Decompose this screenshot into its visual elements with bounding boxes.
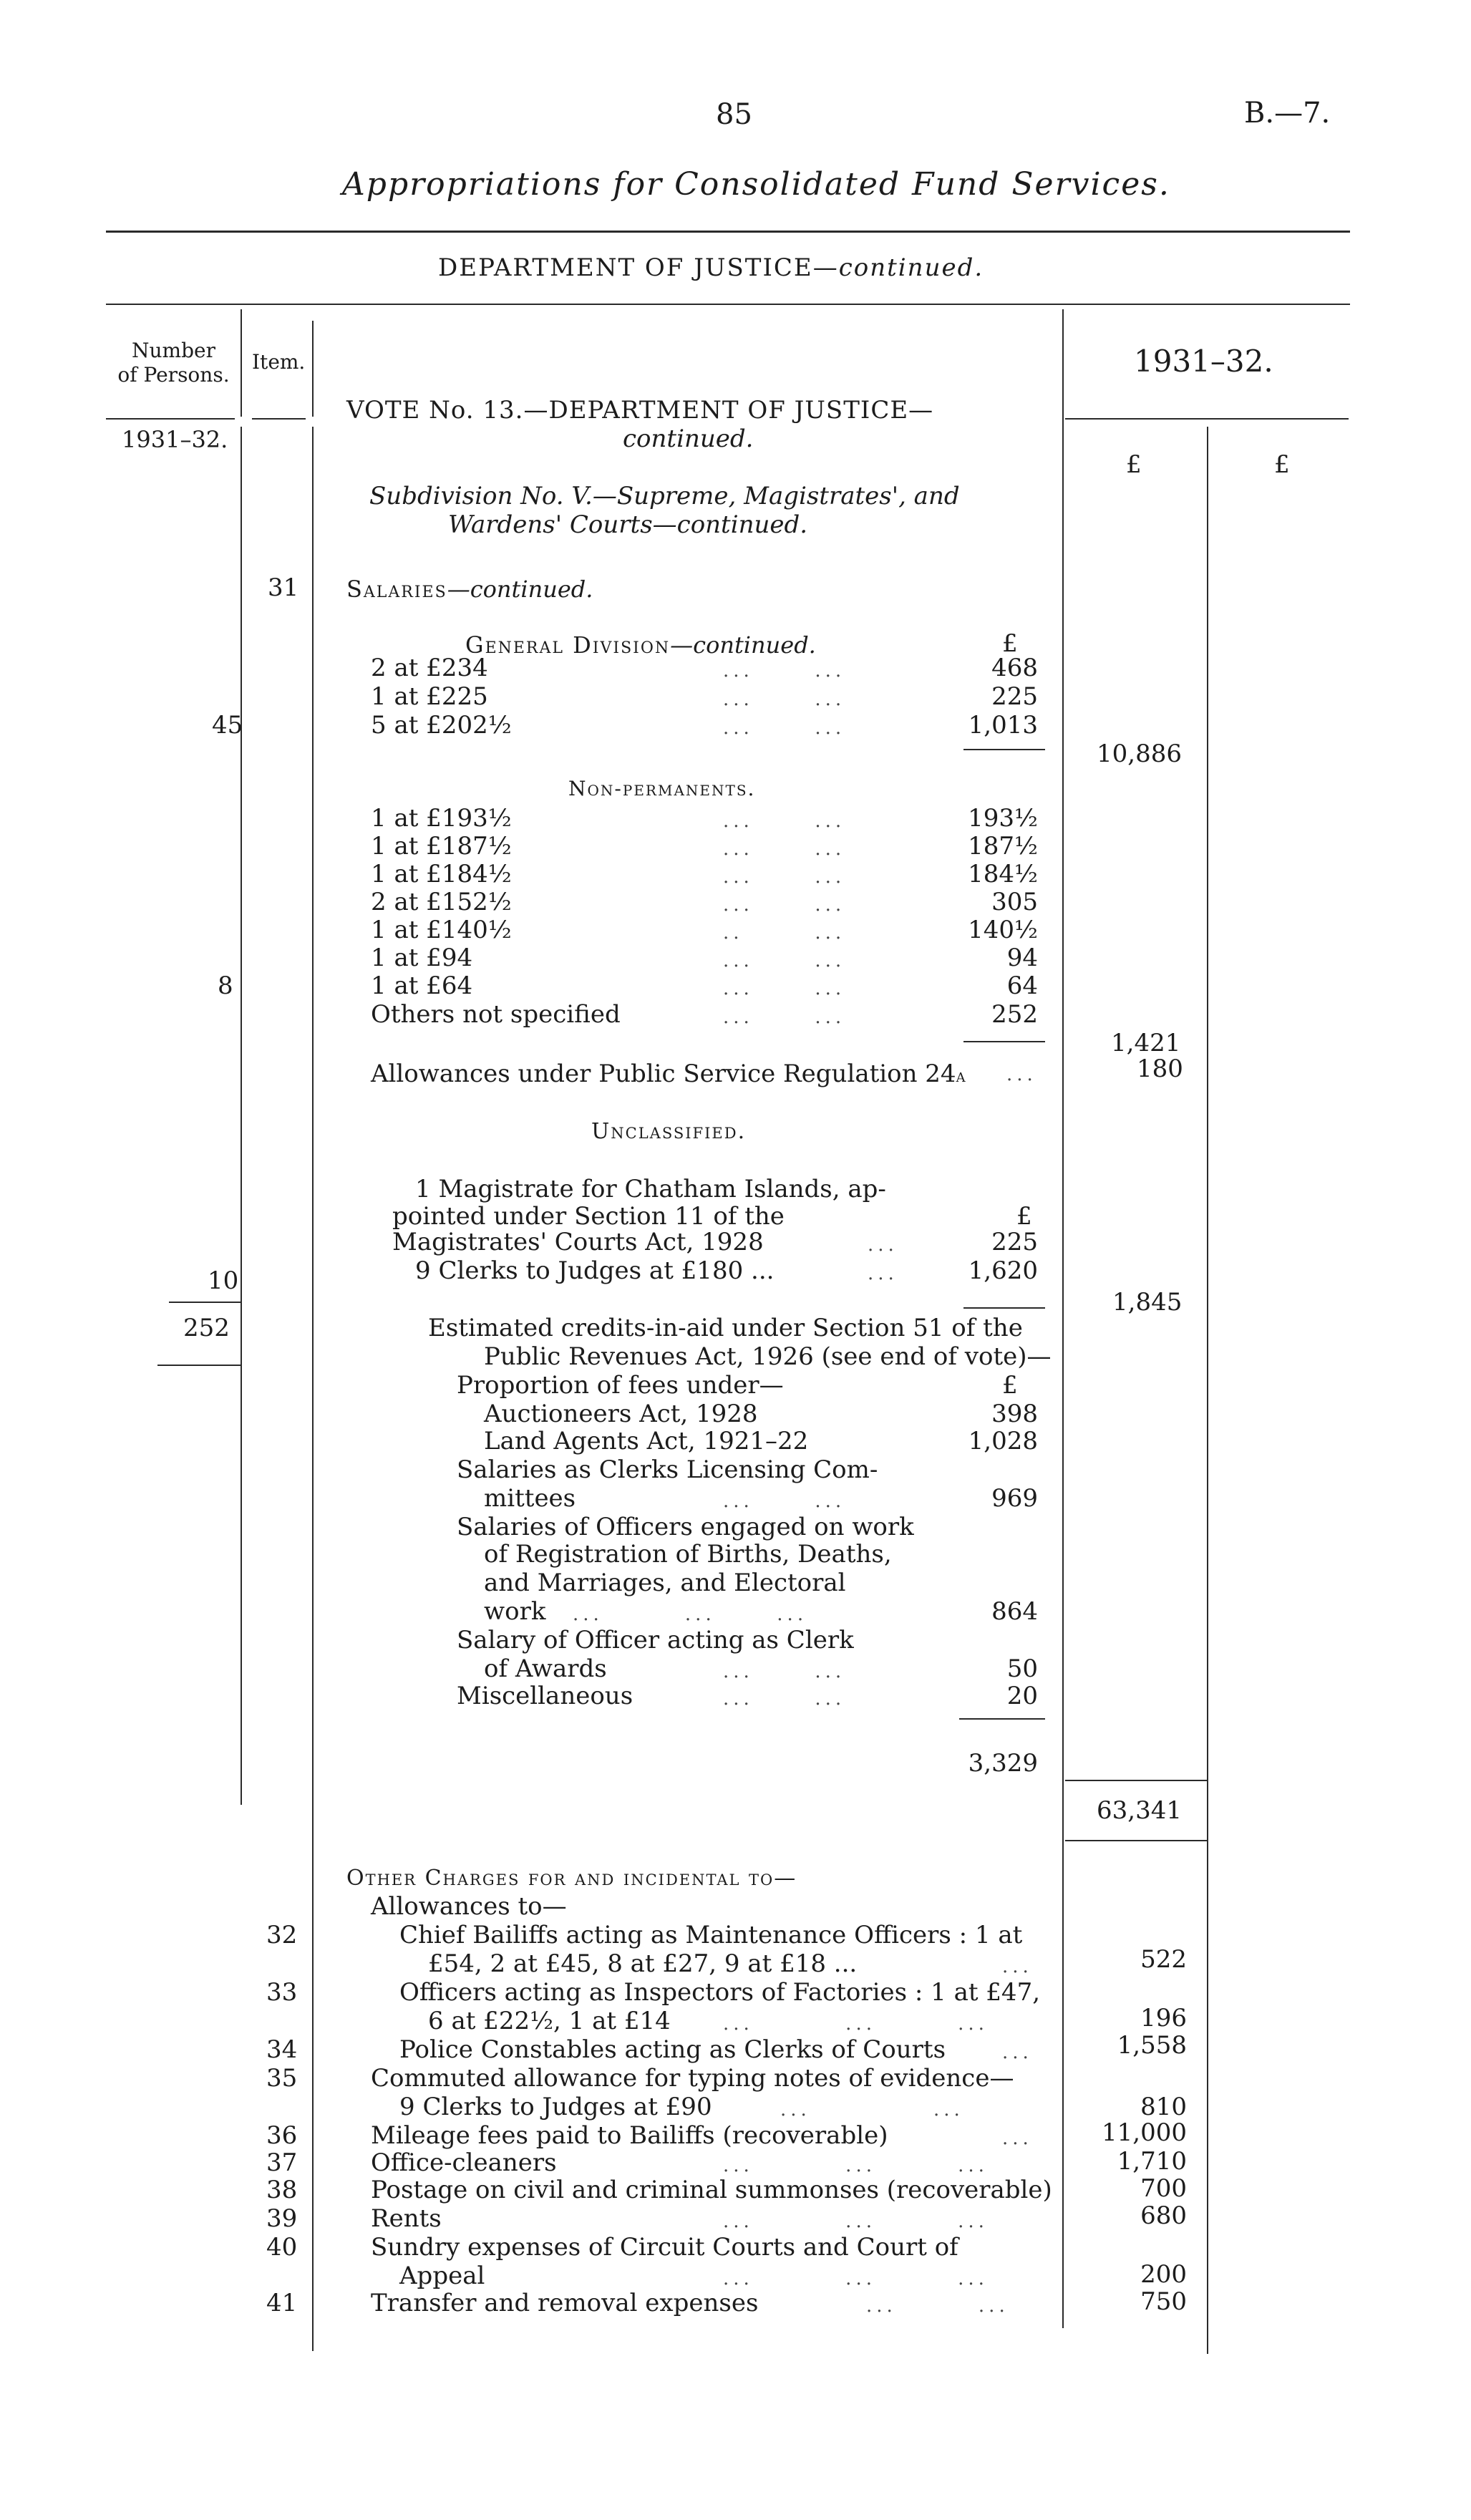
persons-header-line1: Number	[132, 339, 215, 362]
leader-dots: ... ...	[780, 2099, 964, 2121]
registration-line3: and Marriages, and Electoral	[484, 1569, 846, 1597]
non-perm-row-amount: 184½	[968, 860, 1038, 888]
persons-total-underline	[157, 1365, 241, 1366]
magistrate-pound-sign: £	[1016, 1202, 1032, 1231]
leader-dots: ...	[1002, 2042, 1033, 2063]
salaries-heading: Salaries—continued.	[346, 576, 593, 603]
leader-dots: ... ...	[723, 866, 846, 888]
unclassified-total: 1,845	[1112, 1288, 1183, 1317]
item-number: 40	[266, 2233, 298, 2262]
other-item-line2: 9 Clerks to Judges at £90	[399, 2093, 712, 2121]
leader-dots: ... ... ...	[723, 2268, 989, 2289]
other-item-line1: Rents	[371, 2204, 442, 2233]
registration-amount: 864	[991, 1597, 1038, 1626]
other-item-line1: Office-cleaners	[371, 2148, 557, 2177]
general-subtotal-rule	[963, 749, 1045, 750]
awards-amount: 50	[1006, 1654, 1038, 1683]
general-division-heading: General Division—continued.	[465, 631, 816, 659]
leader-dots: ... ...	[866, 2295, 1009, 2317]
item-number: 39	[266, 2204, 298, 2233]
document-reference: B.—7.	[1244, 97, 1331, 130]
registration-line4: work	[484, 1597, 546, 1626]
leader-dots: ... ...	[723, 717, 846, 739]
other-item-line1: Commuted allowance for typing notes of evidence—	[371, 2064, 1014, 2093]
non-perm-persons: 8	[218, 971, 233, 1000]
awards-line2: of Awards	[484, 1654, 607, 1683]
unclassified-subtotal-rule	[963, 1307, 1045, 1309]
non-perm-row-amount: 305	[991, 888, 1038, 916]
leader-dots: ... ...	[723, 1661, 846, 1682]
leader-dots: ... ... ...	[573, 1604, 808, 1625]
non-perm-row-label: 1 at £187½	[371, 832, 512, 861]
leader-dots: ... ...	[723, 1688, 846, 1710]
pound-sign-col2: £	[1274, 450, 1290, 479]
other-item-amount: 196	[1140, 2004, 1187, 2032]
credits-total: 3,329	[968, 1749, 1038, 1778]
title-rule	[106, 231, 1350, 233]
non-perm-row-amount: 252	[991, 1000, 1038, 1029]
allowances-regulation: Allowances under Public Service Regulation 24a	[371, 1060, 967, 1088]
vote-title: VOTE No. 13.—DEPARTMENT OF JUSTICE—	[346, 396, 934, 425]
credits-subtotal-rule	[959, 1718, 1045, 1720]
non-perm-row-label: 2 at £152½	[371, 888, 512, 916]
leader-dots: ... ...	[723, 1007, 846, 1028]
unclassified-heading: Unclassified.	[591, 1119, 747, 1144]
leader-dots: ... ... ...	[723, 2013, 989, 2035]
general-row-label: 2 at £234	[371, 654, 488, 682]
licensing-amount: 969	[991, 1484, 1038, 1513]
leader-dots: ...	[1002, 1956, 1033, 1977]
other-item-amount: 11,000	[1102, 2118, 1187, 2147]
leader-dots: ... ... ...	[723, 2155, 989, 2176]
general-row-amount: 225	[991, 682, 1038, 711]
persons-total: 252	[183, 1314, 230, 1342]
leader-dots: ...	[1006, 1064, 1037, 1085]
other-item-amount: 750	[1140, 2287, 1187, 2316]
clerks-to-judges: 9 Clerks to Judges at £180 ...	[415, 1256, 775, 1285]
non-perm-row-label: 1 at £64	[371, 971, 473, 1000]
header-rule	[106, 304, 1350, 305]
amount-col-rule	[1062, 309, 1064, 2328]
other-item-line2: 6 at £22½, 1 at £14	[428, 2007, 671, 2035]
non-perm-row-amount: 187½	[968, 832, 1038, 861]
allowances-amount: 180	[1137, 1055, 1183, 1083]
item-number: 34	[266, 2035, 298, 2064]
non-perm-row-label: Others not specified	[371, 1000, 621, 1029]
land-agents-act: Land Agents Act, 1921–22	[484, 1427, 809, 1455]
magistrate-line3: Magistrates' Courts Act, 1928	[392, 1228, 764, 1256]
other-item-line1: Mileage fees paid to Bailiffs (recoverable)	[371, 2121, 888, 2150]
unclassified-persons: 10	[208, 1266, 239, 1295]
licensing-line2: mittees	[484, 1484, 576, 1513]
grand-total: 63,341	[1097, 1796, 1182, 1825]
other-item-line1: Postage on civil and criminal summonses (recoverable)	[371, 2176, 1052, 2204]
leader-dots: ... ...	[723, 810, 846, 832]
amount-header-rule	[1065, 418, 1349, 420]
other-item-amount: 522	[1140, 1945, 1187, 1974]
non-perm-row-amount: 64	[1006, 971, 1038, 1000]
other-charges-heading: Other Charges for and incidental to—	[346, 1866, 796, 1891]
other-item-line1: Transfer and removal expenses	[371, 2289, 759, 2317]
other-item-line1: Officers acting as Inspectors of Factories : 1 at £47,	[399, 1978, 1041, 2007]
leader-dots: ... ...	[723, 838, 846, 860]
auctioneers-act: Auctioneers Act, 1928	[484, 1400, 758, 1428]
allowances-to-label: Allowances to—	[371, 1892, 567, 1921]
general-row-label: 1 at £225	[371, 682, 488, 711]
non-perm-row-label: 1 at £94	[371, 944, 473, 972]
year-header: 1931–32.	[1134, 344, 1273, 379]
auctioneers-amount: 398	[991, 1400, 1038, 1428]
non-perm-row-amount: 94	[1006, 944, 1038, 972]
item-col-rule-top	[312, 321, 314, 417]
leader-dots: ... ...	[723, 894, 846, 916]
other-item-amount: 1,558	[1117, 2031, 1187, 2060]
miscellaneous-amount: 20	[1006, 1682, 1038, 1710]
persons-header-line2: of Persons.	[117, 363, 230, 387]
credits-line1: Estimated credits-in-aid under Section 51 of the	[428, 1314, 1023, 1342]
miscellaneous-label: Miscellaneous	[457, 1682, 633, 1710]
general-pound-sign: £	[1002, 629, 1018, 658]
item-header: Item.	[252, 350, 306, 374]
registration-line2: of Registration of Births, Deaths,	[484, 1540, 892, 1569]
non-perm-row-amount: 193½	[968, 804, 1038, 833]
leader-dots: ...	[868, 1263, 898, 1284]
item-number: 36	[266, 2121, 298, 2150]
licensing-line1: Salaries as Clerks Licensing Com-	[457, 1455, 878, 1484]
other-item-line2: £54, 2 at £45, 8 at £27, 9 at £18 ...	[428, 1949, 858, 1978]
grand-total-rule-bottom	[1065, 1840, 1208, 1841]
leader-dots: ... ... ...	[723, 2211, 989, 2232]
other-item-amount: 810	[1140, 2093, 1187, 2121]
subdivision-line2: Wardens' Courts—continued.	[448, 510, 808, 539]
page-number: 85	[716, 98, 752, 131]
general-persons: 45	[212, 711, 243, 740]
land-agents-amount: 1,028	[968, 1427, 1038, 1455]
leader-dots: ...	[1002, 2128, 1033, 2149]
persons-col-rule-top	[241, 309, 242, 417]
leader-dots: ...	[868, 1234, 898, 1256]
subtotal-col-rule	[1207, 427, 1208, 2354]
item-number: 35	[266, 2064, 298, 2093]
other-item-amount: 700	[1140, 2174, 1187, 2203]
awards-line1: Salary of Officer acting as Clerk	[457, 1626, 854, 1654]
non-perm-row-amount: 140½	[968, 916, 1038, 944]
page-title: Appropriations for Consolidated Fund Services.	[342, 166, 1170, 203]
non-perm-row-label: 1 at £193½	[371, 804, 512, 833]
grand-total-rule-top	[1065, 1780, 1208, 1781]
leader-dots: ... ...	[723, 978, 846, 999]
item-31: 31	[268, 573, 299, 602]
non-perm-subtotal-rule	[963, 1041, 1045, 1042]
persons-header-rule	[106, 418, 235, 420]
non-perm-row-label: 1 at £184½	[371, 860, 512, 888]
general-total: 10,886	[1097, 740, 1182, 768]
item-number: 32	[266, 1921, 298, 1949]
non-perm-row-label: 1 at £140½	[371, 916, 512, 944]
item-number: 41	[266, 2289, 298, 2317]
other-item-line2: Appeal	[399, 2262, 485, 2290]
other-item-line1: Sundry expenses of Circuit Courts and Court of	[371, 2233, 958, 2262]
item-col-rule	[312, 427, 314, 2351]
item-number: 37	[266, 2148, 298, 2177]
persons-col-rule	[241, 427, 242, 1805]
other-item-amount: 680	[1140, 2201, 1187, 2230]
leader-dots: ... ...	[723, 660, 846, 682]
non-perm-total: 1,421	[1111, 1029, 1181, 1057]
item-header-rule	[252, 418, 306, 420]
credits-pound-sign: £	[1002, 1371, 1018, 1400]
general-row-label: 5 at £202½	[371, 711, 512, 740]
other-item-amount: 200	[1140, 2260, 1187, 2289]
leader-dots: ... ...	[723, 950, 846, 971]
general-row-amount: 468	[991, 654, 1038, 682]
leader-dots: .. ...	[723, 922, 846, 944]
subdivision-line1: Subdivision No. V.—Supreme, Magistrates', and	[369, 482, 960, 510]
general-row-amount: 1,013	[968, 711, 1038, 740]
vote-title-cont: continued.	[623, 425, 754, 453]
item-number: 38	[266, 2176, 298, 2204]
persons-total-rule	[169, 1302, 241, 1303]
proportion-fees-label: Proportion of fees under—	[457, 1371, 784, 1400]
other-item-line1: Police Constables acting as Clerks of Courts	[399, 2035, 946, 2064]
credits-line2: Public Revenues Act, 1926 (see end of vote)—	[484, 1342, 1052, 1371]
clerks-amount: 1,620	[968, 1256, 1038, 1285]
other-item-amount: 1,710	[1117, 2147, 1187, 2176]
item-number: 33	[266, 1978, 298, 2007]
magistrate-line1: 1 Magistrate for Chatham Islands, ap-	[415, 1175, 886, 1203]
leader-dots: ... ...	[723, 689, 846, 710]
other-item-line1: Chief Bailiffs acting as Maintenance Officers : 1 at	[399, 1921, 1023, 1949]
registration-line1: Salaries of Officers engaged on work	[457, 1513, 914, 1541]
magistrate-line2: pointed under Section 11 of the	[392, 1202, 785, 1231]
department-heading: DEPARTMENT OF JUSTICE—continued.	[438, 253, 984, 282]
leader-dots: ... ...	[723, 1491, 846, 1512]
pound-sign-col1: £	[1126, 450, 1142, 479]
persons-year: 1931–32.	[122, 426, 228, 453]
magistrate-amount: 225	[991, 1228, 1038, 1256]
non-permanents-heading: Non-permanents.	[568, 777, 756, 800]
